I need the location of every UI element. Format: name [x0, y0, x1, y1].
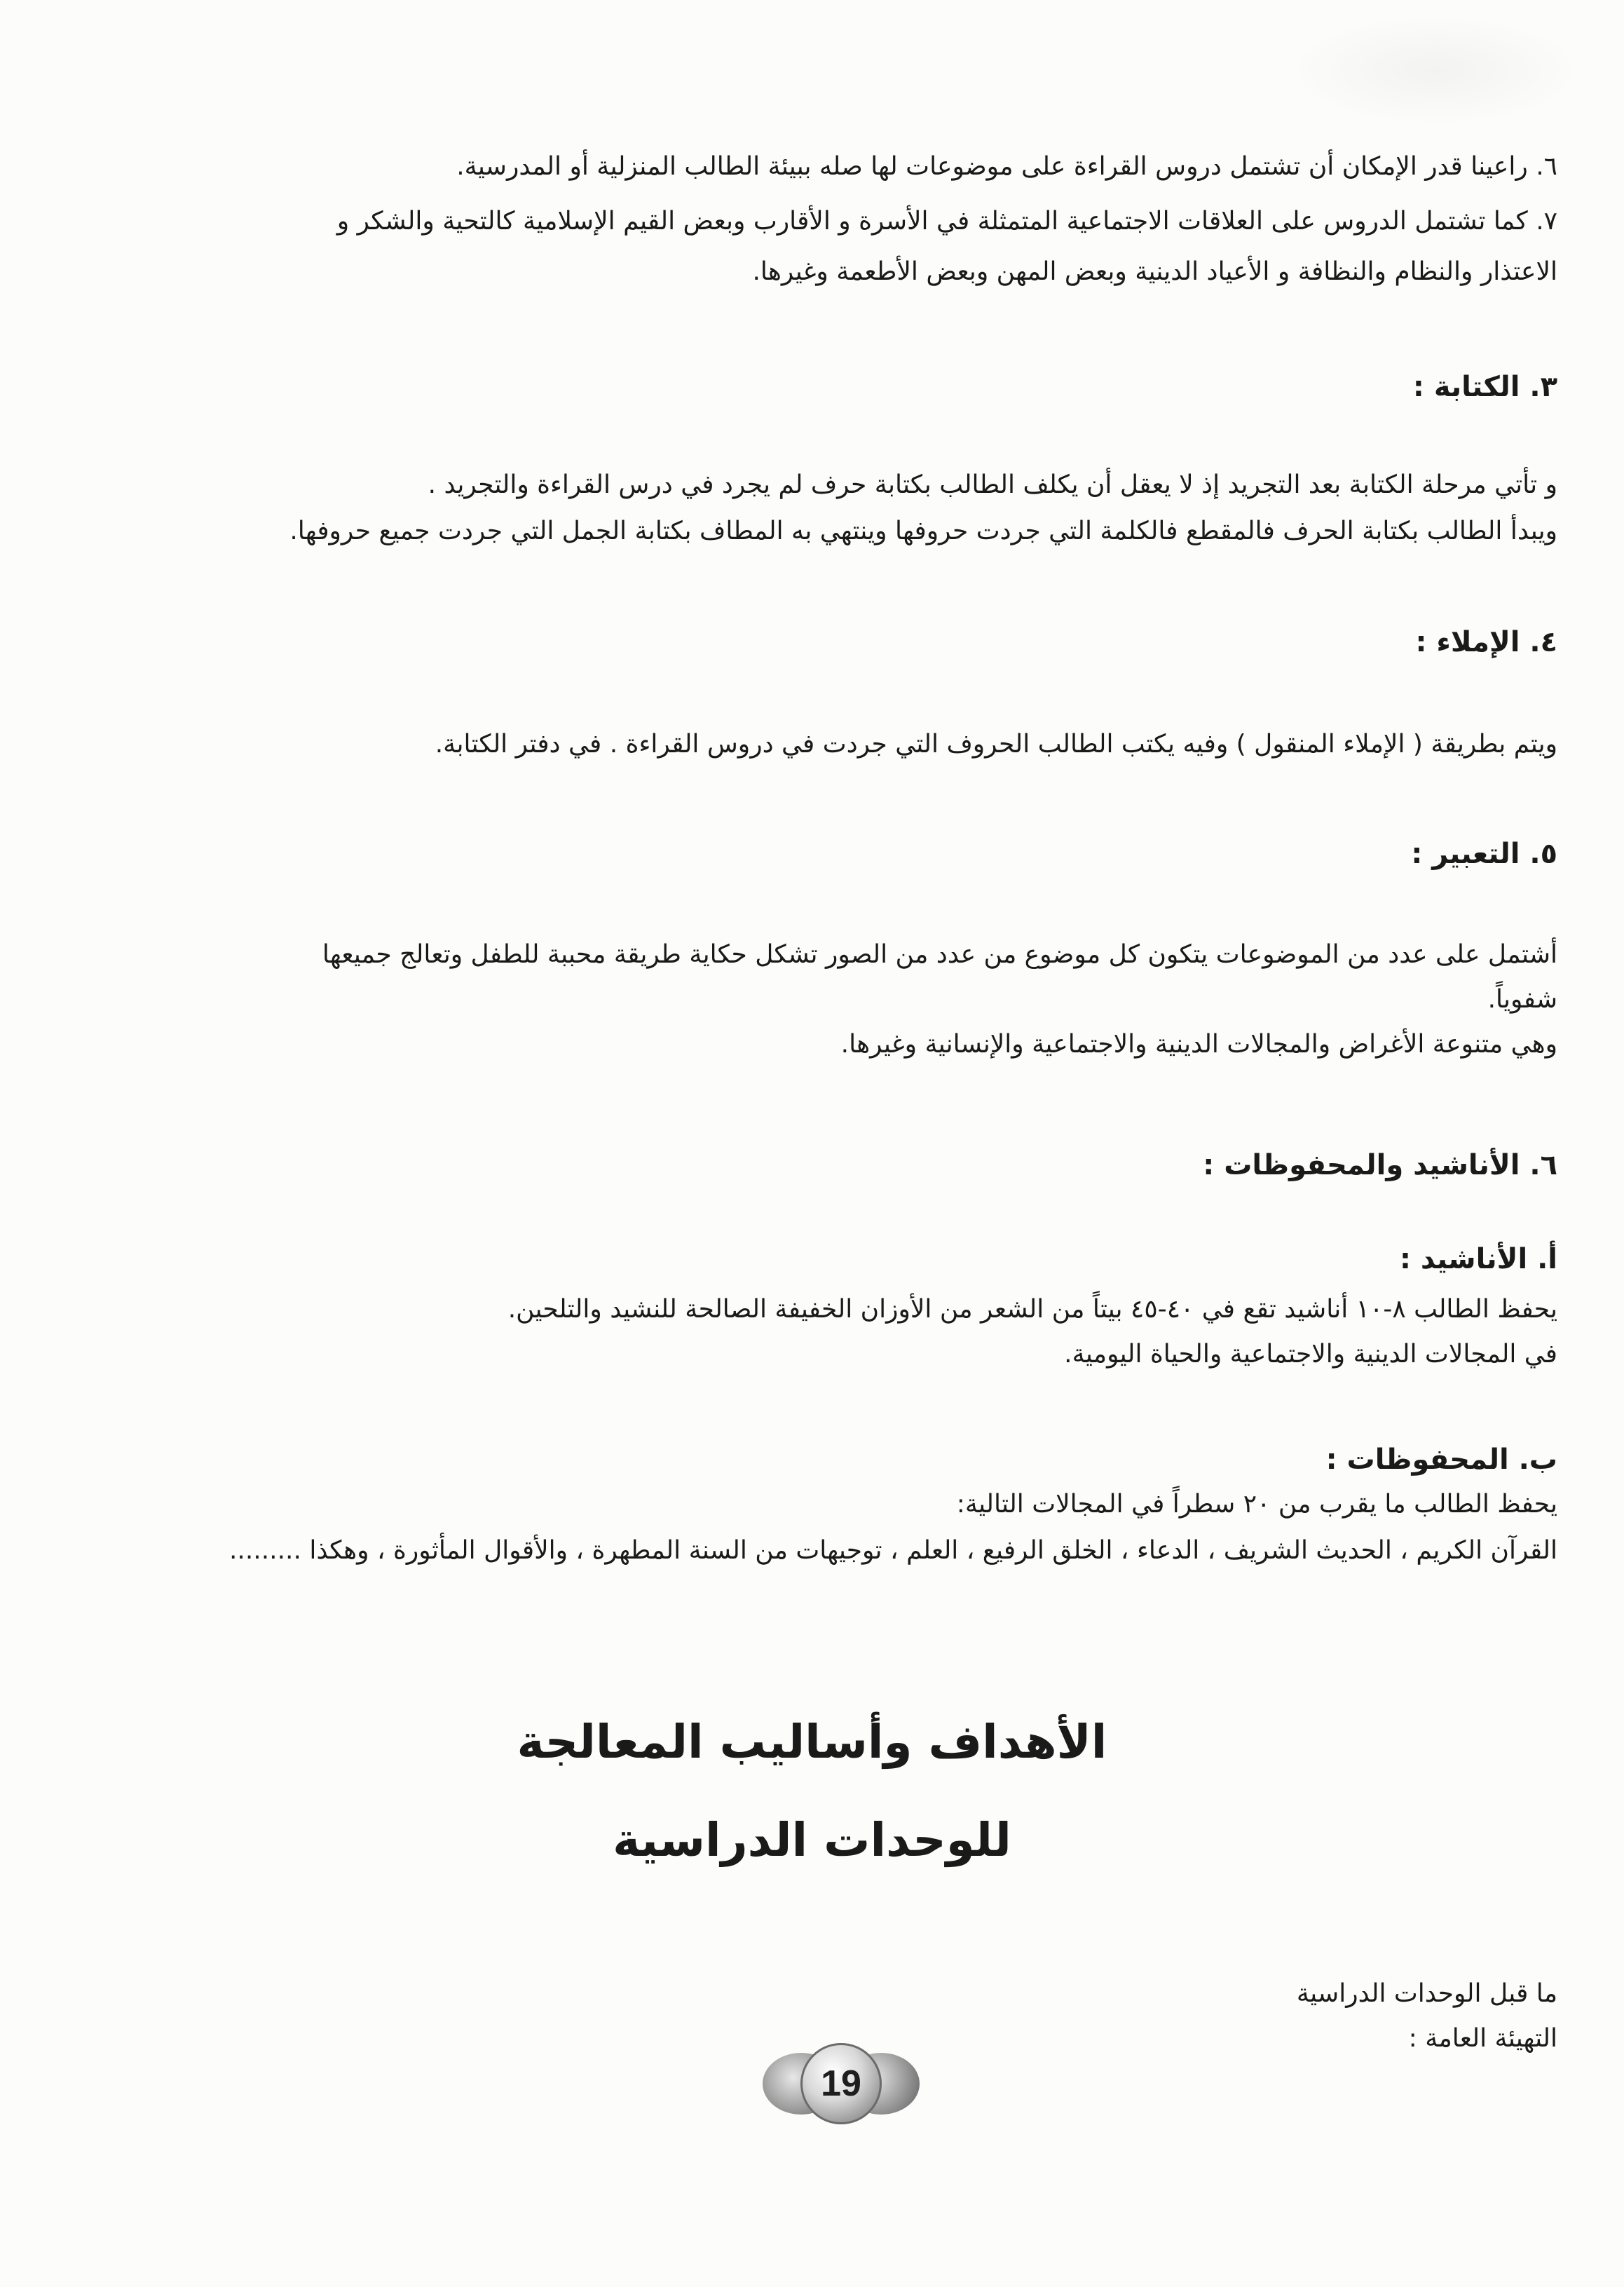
reading-items [67, 144, 1557, 294]
section-title-line-2: للوحدات الدراسية [613, 1813, 1011, 1867]
songs-a [67, 1237, 1557, 1377]
songs-b [67, 1437, 1557, 1573]
songs-a-heading: أ. الأناشيد : [1399, 1243, 1557, 1275]
section-title-line-1: الأهداف وأساليب المعالجة [517, 1715, 1107, 1769]
writing-line-2: ويبدأ الطالب بكتابة الحرف فالمقطع فالكلمة التي جردت حروفها وينتهي به المطاف بكتابة الجمل التي جردت جميع حروفها. [289, 517, 1557, 545]
expression-body [67, 932, 1557, 1067]
expression-line-1: أشتمل على عدد من الموضوعات يتكون كل موضوع من عدد من الصور تشكل حكاية طريقة محببة للطفل وتعالج جميعها [322, 940, 1557, 969]
expression-line-3: وهي متنوعة الأغراض والمجالات الدينية والاجتماعية والإنسانية وغيرها. [840, 1030, 1557, 1059]
dictation-section [67, 620, 1557, 665]
expression-heading: ٥. التعبير : [1411, 838, 1557, 870]
dictation-body [67, 722, 1557, 767]
writing-body [67, 463, 1557, 554]
songs-a-line-2: في المجالات الدينية والاجتماعية والحياة اليومية. [1064, 1340, 1557, 1369]
page-number-badge [736, 2042, 946, 2126]
reading-item-6: ٦. راعينا قدر الإمكان أن تشتمل دروس القراءة على موضوعات لها صله ببيئة الطالب المنزلية أو المدرسية. [456, 152, 1557, 181]
expression-line-2: شفوياً. [1487, 985, 1557, 1014]
songs-heading: ٦. الأناشيد والمحفوظات : [1203, 1149, 1557, 1181]
page-number: 19 [800, 2043, 882, 2124]
writing-line-1: و تأتي مرحلة الكتابة بعد التجريد إذ لا يعقل أن يكلف الطالب بكتابة حرف لم يجرد في درس القراءة والتجريد . [428, 470, 1557, 499]
dictation-heading: ٤. الإملاء : [1415, 626, 1557, 658]
songs-b-line-1: يحفظ الطالب ما يقرب من ٢٠ سطراً في المجالات التالية: [956, 1490, 1557, 1519]
reading-item-7-line-1: ٧. كما تشتمل الدروس على العلاقات الاجتماعية المتمثلة في الأسرة و الأقارب وبعض القيم الإسلامية كالتحية والشكر و [336, 207, 1557, 236]
dictation-line-1: ويتم بطريقة ( الإملاء المنقول ) وفيه يكتب الطالب الحروف التي جردت في دروس القراءة . في دفتر الكتابة. [435, 730, 1557, 759]
songs-section [67, 1143, 1557, 1188]
expression-section [67, 832, 1557, 876]
songs-b-line-2: القرآن الكريم ، الحديث الشريف ، الدعاء ، الخلق الرفيع ، العلم ، توجيهات من السنة المطهرة ، والأقوال المأثورة ، وهكذا ......... [228, 1536, 1557, 1565]
writing-heading: ٣. الكتابة : [1412, 371, 1557, 403]
reading-item-7-line-2: الاعتذار والنظام والنظافة و الأعياد الدينية وبعض المهن وبعض الأطعمة وغيرها. [752, 257, 1557, 286]
songs-b-heading: ب. المحفوظات : [1325, 1444, 1557, 1476]
writing-section [67, 365, 1557, 409]
intro-line-2: التهيئة العامة : [1408, 2024, 1557, 2053]
intro-line-1: ما قبل الوحدات الدراسية [1296, 1979, 1557, 2008]
background-watermark [1288, 14, 1582, 126]
songs-a-line-1: يحفظ الطالب ٨-١٠ أناشيد تقع في ٤٠-٤٥ بيتاً من الشعر من الأوزان الخفيفة الصالحة للنشيد والتلحين. [507, 1295, 1557, 1324]
